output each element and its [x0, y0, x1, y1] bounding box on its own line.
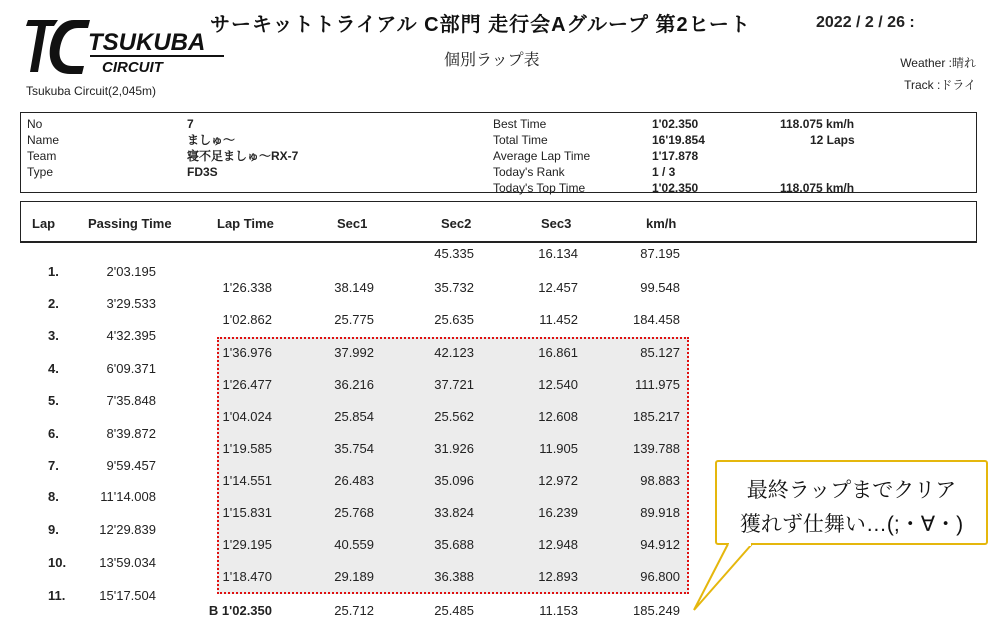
- passing-time: 15'17.504: [99, 588, 156, 603]
- lap-time: 1'19.585: [222, 441, 272, 456]
- col-passing-time: Passing Time: [88, 216, 172, 231]
- passing-time: 11'14.008: [100, 489, 156, 504]
- rank-label: Today's Rank: [493, 165, 565, 179]
- speed-kmh: 139.788: [633, 441, 680, 456]
- best-time-label: Best Time: [493, 117, 547, 131]
- callout-line-2: 獲れず仕舞い…(;・∀・): [739, 513, 964, 536]
- sec2-time: 35.096: [434, 473, 474, 488]
- passing-time: 7'35.848: [106, 393, 156, 408]
- sec2-time: 31.926: [434, 441, 474, 456]
- passing-time: 9'59.457: [106, 458, 156, 473]
- sec1-time: 25.768: [334, 505, 374, 520]
- lap-time: 1'02.862: [222, 312, 272, 327]
- col-sec2: Sec2: [441, 216, 472, 231]
- sec1-time: 29.189: [334, 569, 374, 584]
- lap-number: 7.: [48, 458, 59, 473]
- lap-time: 1'14.551: [222, 473, 272, 488]
- speed-kmh: 185.217: [633, 409, 680, 424]
- sec1-time: 37.992: [334, 345, 374, 360]
- top-time-label: Today's Top Time: [493, 181, 586, 195]
- sec1-time: 35.754: [334, 441, 374, 456]
- team-label: Team: [27, 149, 57, 163]
- sec3-time: 11.153: [539, 603, 578, 618]
- speed-kmh: 96.800: [640, 569, 680, 584]
- page-title: サーキットトライアル C部門 走行会Aグループ 第2ヒート: [210, 14, 751, 36]
- speed-kmh: 87.195: [640, 246, 680, 261]
- svg-text:CIRCUIT: CIRCUIT: [102, 59, 163, 76]
- col-sec1: Sec1: [337, 216, 368, 231]
- sec1-time: 38.149: [334, 280, 374, 295]
- lap-time: 1'18.470: [222, 569, 272, 584]
- sec3-time: 11.905: [539, 441, 578, 456]
- speed-kmh: 85.127: [640, 345, 680, 360]
- average-lap-label: Average Lap Time: [493, 149, 591, 163]
- sec3-time: 12.948: [538, 537, 578, 552]
- speed-kmh: 94.912: [640, 537, 680, 552]
- sec3-time: 12.457: [538, 280, 578, 295]
- sec3-time: 12.608: [538, 409, 578, 424]
- lap-number: 10.: [48, 555, 67, 570]
- sec2-time: 25.562: [434, 409, 474, 424]
- circuit-name: Tsukuba Circuit(2,045m): [26, 84, 157, 98]
- sec1-time: 25.712: [334, 603, 374, 618]
- sec3-time: 12.893: [538, 569, 578, 584]
- lap-time: 1'26.477: [222, 377, 272, 392]
- speed-kmh: 184.458: [633, 312, 680, 327]
- passing-time: 12'29.839: [99, 522, 156, 537]
- sec2-time: 35.688: [434, 537, 474, 552]
- sec2-time: 45.335: [434, 246, 474, 261]
- session-date: 2022 / 2 / 26 :: [816, 14, 915, 31]
- lap-number: 5.: [48, 393, 59, 408]
- sec1-time: 36.216: [334, 377, 374, 392]
- sec3-time: 16.239: [538, 505, 578, 520]
- speed-kmh: 99.548: [640, 280, 680, 295]
- sec3-time: 12.972: [538, 473, 578, 488]
- sec1-time: 40.559: [334, 537, 374, 552]
- col-kmh: km/h: [646, 216, 677, 231]
- sec3-time: 12.540: [538, 377, 578, 392]
- passing-time: 8'39.872: [106, 426, 156, 441]
- lap-number: 2.: [48, 296, 59, 311]
- col-sec3: Sec3: [541, 216, 572, 231]
- passing-time: 4'32.395: [106, 328, 156, 343]
- rank-value: 1 / 3: [652, 165, 676, 179]
- lap-number: 8.: [48, 489, 59, 504]
- lap-number: 11.: [48, 588, 66, 603]
- sec3-time: 16.861: [538, 345, 578, 360]
- driver-name: ましゅ～: [187, 133, 236, 147]
- sec1-time: 25.775: [334, 312, 374, 327]
- callout-tail: [690, 540, 770, 615]
- report-subtitle: 個別ラップ表: [444, 52, 540, 69]
- average-lap-value: 1'17.878: [652, 149, 699, 163]
- sec2-time: 42.123: [434, 345, 474, 360]
- best-time-value: 1'02.350: [652, 117, 699, 131]
- total-time-label: Total Time: [493, 133, 548, 147]
- weather-label: Weather :晴れ: [900, 56, 976, 70]
- svg-text:TSUKUBA: TSUKUBA: [88, 29, 206, 56]
- sec2-time: 33.824: [434, 505, 474, 520]
- lap-time: 1'04.024: [222, 409, 272, 424]
- speed-kmh: 98.883: [640, 473, 680, 488]
- lap-time: 1'36.976: [222, 345, 272, 360]
- passing-time: 6'09.371: [106, 361, 156, 376]
- car-number: 7: [187, 117, 194, 131]
- comment-callout: [715, 460, 988, 545]
- best-speed-value: 118.075 km/h: [780, 117, 855, 131]
- type-label: Type: [27, 165, 54, 179]
- track-condition-label: Track :ドライ: [904, 78, 976, 92]
- lap-number: 1.: [48, 264, 59, 279]
- top-time-value: 1'02.350: [652, 181, 699, 195]
- no-label: No: [27, 117, 43, 131]
- lap-time: 1'15.831: [222, 505, 272, 520]
- speed-kmh: 89.918: [640, 505, 680, 520]
- total-laps-value: 12 Laps: [810, 133, 855, 147]
- car-type: FD3S: [187, 165, 218, 179]
- sec2-time: 37.721: [434, 377, 474, 392]
- team-name: 寝不足ましゅ～RX-7: [187, 149, 299, 163]
- callout-line-1: 最終ラップまでクリア: [746, 479, 957, 502]
- lap-time: B 1'02.350: [208, 603, 272, 618]
- lap-time: 1'26.338: [222, 280, 272, 295]
- sec3-time: 16.134: [538, 246, 578, 261]
- lap-number: 9.: [48, 522, 59, 537]
- passing-time: 13'59.034: [99, 555, 156, 570]
- sec2-time: 35.732: [434, 280, 474, 295]
- lap-number: 6.: [48, 426, 59, 441]
- passing-time: 3'29.533: [106, 296, 156, 311]
- sec2-time: 25.635: [434, 312, 474, 327]
- sec3-time: 11.452: [539, 312, 578, 327]
- col-lap-time: Lap Time: [217, 216, 274, 231]
- lap-number: 3.: [48, 328, 59, 343]
- total-time-value: 16'19.854: [652, 133, 705, 147]
- highlight-box: [217, 337, 689, 594]
- sec2-time: 25.485: [434, 603, 474, 618]
- lap-time: 1'29.195: [222, 537, 272, 552]
- name-label: Name: [27, 133, 60, 147]
- sec1-time: 26.483: [334, 473, 374, 488]
- speed-kmh: 111.975: [634, 377, 680, 392]
- sec1-time: 25.854: [334, 409, 374, 424]
- col-lap: Lap: [32, 216, 56, 231]
- lap-table-header: [20, 201, 977, 243]
- sec2-time: 36.388: [434, 569, 474, 584]
- driver-info-box: [20, 112, 977, 193]
- speed-kmh: 185.249: [633, 603, 680, 618]
- top-speed-value: 118.075 km/h: [780, 181, 855, 195]
- lap-number: 4.: [48, 361, 59, 376]
- passing-time: 2'03.195: [106, 264, 156, 279]
